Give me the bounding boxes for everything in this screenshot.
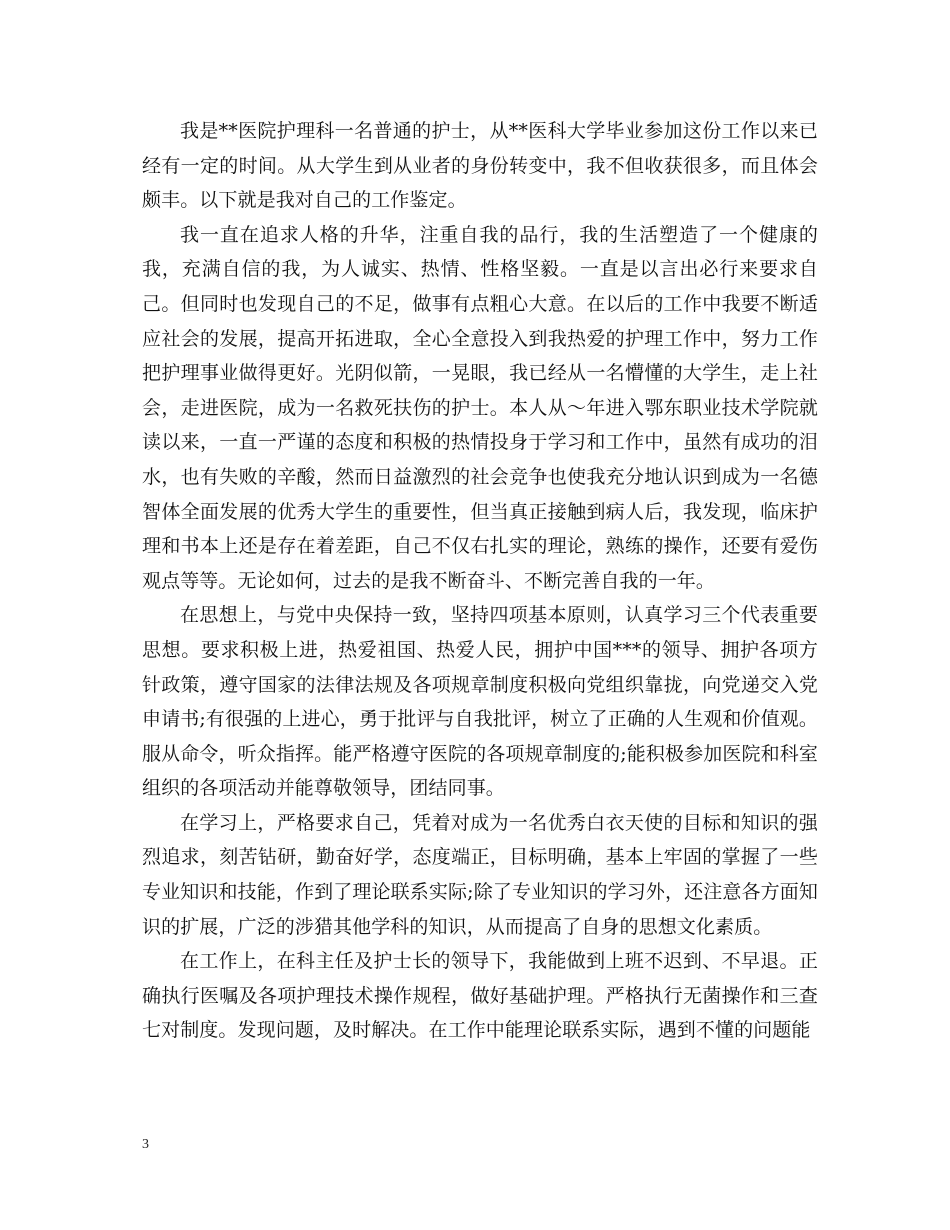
paragraph-work: 在工作上，在科主任及护士长的领导下，我能做到上班不迟到、不早退。正确执行医嘱及各项护理技术操作规程，做好基础护理。严格执行无菌操作和三查七对制度。发现问题，及时解决。在工作中能理论联系实际，遇到不懂的问题能 [142, 950, 818, 1042]
paragraph-personal-character: 我一直在追求人格的升华，注重自我的品行，我的生活塑造了一个健康的我，充满自信的我，为人诚实、热情、性格坚毅。一直是以言出必行来要求自己。但同时也发现自己的不足，做事有点粗心大意。在以后的工作中我要不断适应社会的发展，提高开拓进取，全心全意投入到我热爱的护理工作中，努力工作把护理事业做得更好。光阴似箭，一晃眼，我已经从一名懵懂的大学生，走上社会，走进医院，成为一名救死扶伤的护士。本人从～年进入鄂东职业技术学院就读以来，一直一严谨的态度和积极的热情投身于学习和工作中，虽然有成功的泪水，也有失败的辛酸，然而日益激烈的社会竞争也使我充分地认识到成为一名德智体全面发展的优秀大学生的重要性，但当真正接触到病人后，我发现，临床护理和书本上还是存在着差距，自己不仅右扎实的理论，熟练的操作，还要有爱伤观点等等。无论如何，过去的是我不断奋斗、不断完善自我的一年。 [142, 223, 818, 592]
document-body [142, 114, 818, 1048]
page-number: 3 [142, 1137, 149, 1152]
paragraph-intro: 我是**医院护理科一名普通的护士，从**医科大学毕业参加这份工作以来已经有一定的时间。从大学生到从业者的身份转变中，我不但收获很多，而且体会颇丰。以下就是我对自己的工作鉴定。 [142, 120, 818, 212]
paragraph-ideology: 在思想上，与党中央保持一致，坚持四项基本原则，认真学习三个代表重要思想。要求积极上进，热爱祖国、热爱人民，拥护中国***的领导、拥护各项方针政策，遵守国家的法律法规及各项规章制度积极向党组织靠拢，向党递交入党申请书;有很强的上进心，勇于批评与自我批评，树立了正确的人生观和价值观。服从命令，听众指挥。能严格遵守医院的各项规章制度的;能积极参加医院和科室组织的各项活动并能尊敬领导，团结同事。 [142, 604, 818, 800]
paragraph-study: 在学习上，严格要求自己，凭着对成为一名优秀白衣天使的目标和知识的强烈追求，刻苦钻研，勤奋好学，态度端正，目标明确，基本上牢固的掌握了一些专业知识和技能，作到了理论联系实际;除了专业知识的学习外，还注意各方面知识的扩展，广泛的涉猎其他学科的知识，从而提高了自身的思想文化素质。 [142, 811, 818, 938]
